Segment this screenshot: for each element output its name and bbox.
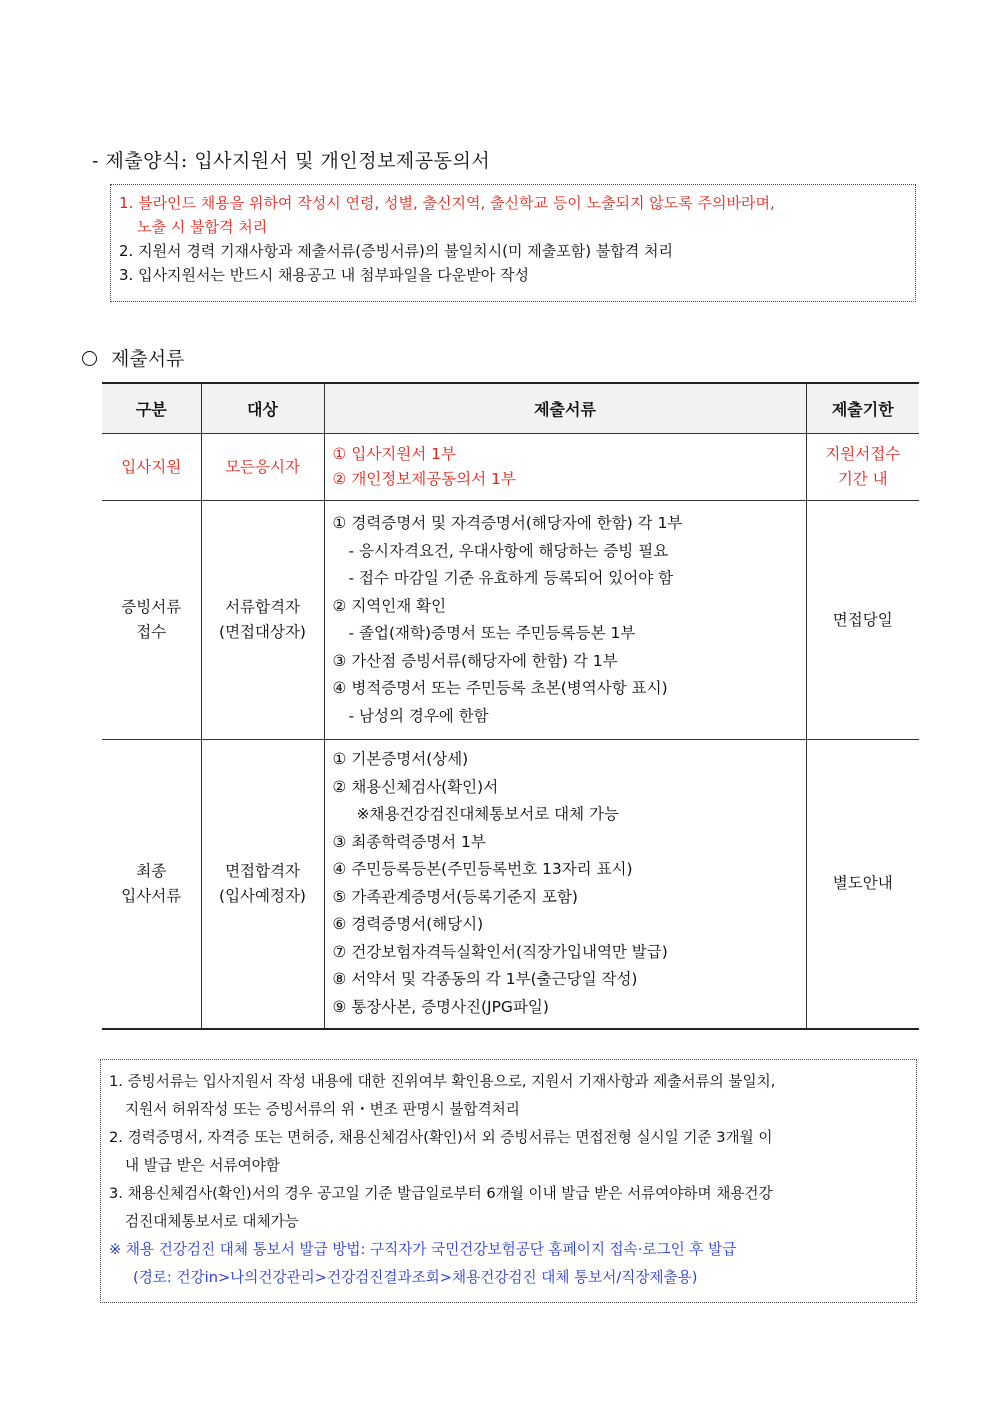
bottom-note-1-cont: 지원서 허위작성 또는 증빙서류의 위・변조 판명시 불합격처리 bbox=[125, 1101, 520, 1118]
category-cell: 최종 입사서류 bbox=[102, 740, 201, 1029]
format-note-1-cont: 노출 시 불합격 처리 bbox=[137, 218, 268, 236]
bottom-note-2-cont: 내 발급 받은 서류여야함 bbox=[125, 1157, 280, 1174]
documents-cell: ① 기본증명서(상세) ② 채용신체검사(확인)서 ※채용건강검진대체통보서로 대체 가능 ③ 최종학력증명서 1부 ④ 주민등록등본(주민등록번호 13자리 표시) ⑤ 가족관계증명서(등록기준지 포함) ⑥ 경력증명서(해당시) ⑦ 건강보험자격득실확인서(직장가입내역만 발급) ⑧ 서약서 및 각종동의 각 1부(출근당일 작성) ⑨ 통장사본, 증명사진(JPG파일) bbox=[324, 740, 806, 1029]
format-note-1: 1. 블라인드 채용을 위하여 작성시 연령, 성별, 출신지역, 출신학교 등이 노출되지 않도록 주의바라며, bbox=[119, 194, 775, 212]
header-documents: 제출서류 bbox=[324, 383, 806, 434]
category-cell: 입사지원 bbox=[102, 434, 201, 501]
target-cell: 서류합격자 (면접대상자) bbox=[201, 501, 324, 740]
header-target: 대상 bbox=[201, 383, 324, 434]
table-row bbox=[102, 740, 919, 1029]
deadline-cell: 지원서접수 기간 내 bbox=[806, 434, 919, 501]
bottom-note-3-cont: 검진대체통보서로 대체가능 bbox=[125, 1213, 299, 1230]
section-heading bbox=[82, 344, 184, 371]
bottom-note-1: 1. 증빙서류는 입사지원서 작성 내용에 대한 진위여부 확인용으로, 지원서 기재사항과 제출서류의 불일치, bbox=[109, 1073, 776, 1090]
documents-cell: ① 경력증명서 및 자격증명서(해당자에 한함) 각 1부 - 응시자격요건, 우대사항에 해당하는 증빙 필요 - 접수 마감일 기준 유효하게 등록되어 있어야 함 ② 지역인재 확인 - 졸업(재학)증명서 또는 주민등록등본 1부 ③ 가산점 증빙서류(해당자에 한함) 각 1부 ④ 병적증명서 또는 주민등록 초본(병역사항 표시) - 남성의 경우에 한함 bbox=[324, 501, 806, 740]
table-row bbox=[102, 434, 919, 501]
submission-format-line: - 제출양식: 입사지원서 및 개인정보제공동의서 bbox=[92, 150, 491, 172]
issuance-method-note: ※ 채용 건강검진 대체 통보서 발급 방법: 구직자가 국민건강보험공단 홈페이지 접속·로그인 후 발급 bbox=[109, 1241, 737, 1258]
format-notes-box bbox=[110, 184, 916, 302]
bottom-notes-box bbox=[100, 1059, 917, 1303]
target-cell: 면접합격자 (입사예정자) bbox=[201, 740, 324, 1029]
bottom-note-2: 2. 경력증명서, 자격증 또는 면허증, 채용신체검사(확인)서 외 증빙서류는 면접전형 실시일 기준 3개월 이 bbox=[109, 1129, 773, 1146]
issuance-path-note: (경로: 건강in>나의건강관리>건강검진결과조회>채용건강검진 대체 통보서/직장제출용) bbox=[133, 1269, 698, 1286]
target-cell: 모든응시자 bbox=[201, 434, 324, 501]
format-note-2: 2. 지원서 경력 기재사항과 제출서류(증빙서류)의 불일치시(미 제출포함) 불합격 처리 bbox=[119, 242, 674, 260]
deadline-cell: 면접당일 bbox=[806, 501, 919, 740]
table-header-row bbox=[102, 383, 919, 434]
deadline-cell: 별도안내 bbox=[806, 740, 919, 1029]
category-cell: 증빙서류 접수 bbox=[102, 501, 201, 740]
documents-table bbox=[102, 382, 919, 1030]
format-note-3: 3. 입사지원서는 반드시 채용공고 내 첨부파일을 다운받아 작성 bbox=[119, 266, 529, 284]
table-row bbox=[102, 501, 919, 740]
header-category: 구분 bbox=[102, 383, 201, 434]
documents-cell: ① 입사지원서 1부 ② 개인정보제공동의서 1부 bbox=[324, 434, 806, 501]
circle-bullet-icon bbox=[82, 351, 97, 366]
header-deadline: 제출기한 bbox=[806, 383, 919, 434]
bottom-note-3: 3. 채용신체검사(확인)서의 경우 공고일 기준 발급일로부터 6개월 이내 발급 받은 서류여야하며 채용건강 bbox=[109, 1185, 773, 1202]
section-title: 제출서류 bbox=[111, 348, 185, 370]
